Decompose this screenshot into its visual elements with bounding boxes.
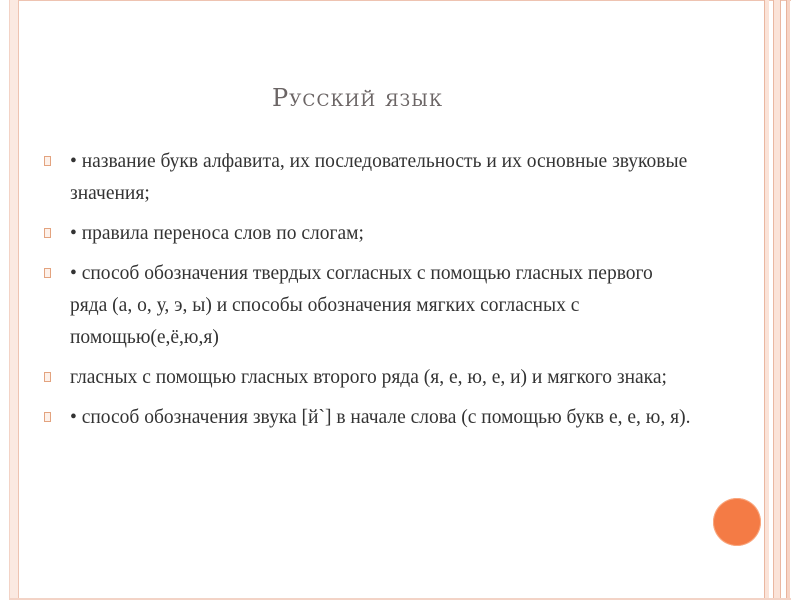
bullet-list bbox=[44, 146, 694, 442]
square-bullet-icon bbox=[44, 156, 51, 166]
orange-circle-decoration bbox=[713, 498, 761, 546]
square-bullet-icon bbox=[44, 268, 51, 278]
frame-right-stripe bbox=[764, 0, 769, 600]
frame-left-stripe bbox=[9, 0, 19, 600]
square-bullet-icon bbox=[44, 412, 51, 422]
list-item-text: • способ обозначения звука [й`] в начале слова (с помощью букв е, е, ю, я). bbox=[70, 407, 691, 428]
list-item-text: • способ обозначения твердых согласных с помощью гласных первого ряда (а, о, у, э, ы) и способы обозначения мягких согласных с помощью(е,ё,ю,я) bbox=[70, 263, 653, 348]
list-item bbox=[44, 146, 694, 210]
square-bullet-icon bbox=[44, 228, 51, 238]
list-item bbox=[44, 218, 694, 250]
slide-title: Русский язык bbox=[272, 84, 444, 112]
frame-right-stripe bbox=[773, 0, 781, 600]
frame-top-line bbox=[9, 0, 791, 1]
list-item bbox=[44, 362, 694, 394]
list-item-text: • название букв алфавита, их последовательность и их основные звуковые значения; bbox=[70, 151, 688, 204]
list-item-text: гласных с помощью гласных второго ряда (я, е, ю, е, и) и мягкого знака; bbox=[70, 367, 667, 388]
list-item bbox=[44, 258, 694, 354]
list-item bbox=[44, 402, 694, 434]
list-item-text: • правила переноса слов по слогам; bbox=[70, 223, 364, 244]
frame-right-stripe bbox=[786, 0, 790, 600]
square-bullet-icon bbox=[44, 372, 51, 382]
